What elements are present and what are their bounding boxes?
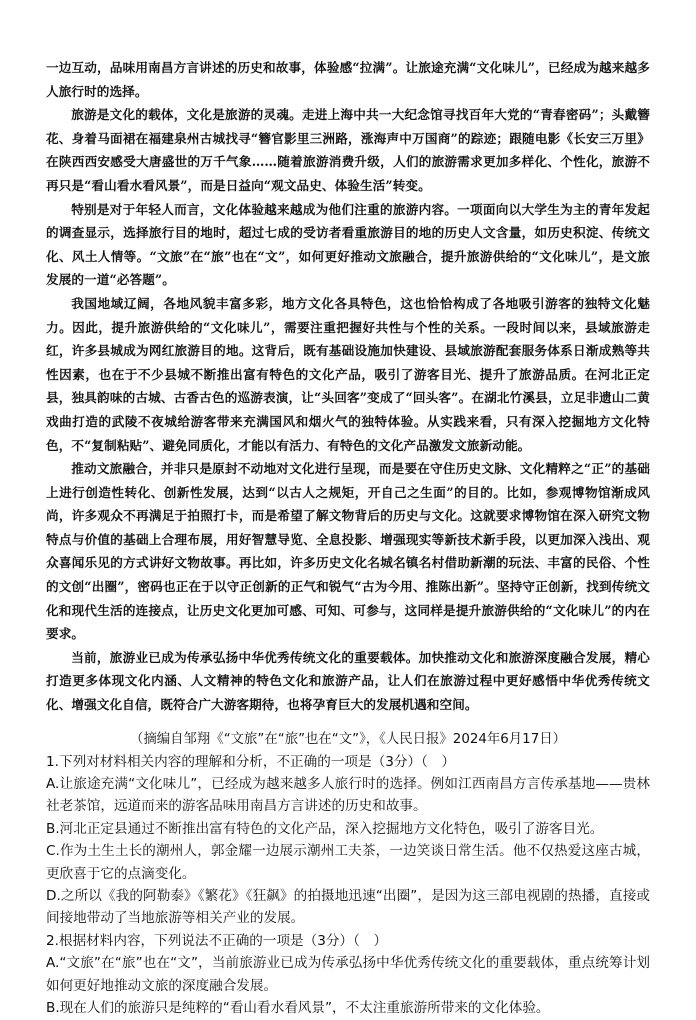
question-stem: 2.根据材料内容，下列说法不正确的一项是（3分）（ ） xyxy=(46,932,388,949)
passage-paragraph: 推动文旅融合，并非只是原封不动地对文化进行呈现，而是要在守住历史文脉、文化精粹之“正”的基础上进行创造性转化、创新性发展，达到“以古人之规矩，开自己之生面”的目的。比如，参观博物馆渐成风尚，许多观众不再满足于拍照打卡，而是希望了解文物背后的历史与文化。这就要求博物馆在深入研究文物特点与价值的基础上合理布展，用好智慧导览、全息投影、增强现实等新技术新手段，以更加深入浅出、观众喜闻乐见的方式讲好文物故事。再比如，许多历史文化名城名镇名村借助新潮的玩法、丰富的民俗、个性的文创“出圈”，密码也正在于以守正创新的正气和锐气“古为今用、推陈出新”。坚持守正创新，找到传统文化和现代生活的连接点，让历史文化更加可感、可知、可参与，这同样是提升旅游供给的“文化味儿”的内在要求。 xyxy=(46,461,651,642)
question-option: B.河北正定县通过不断推出富有特色的文化产品，深入挖掘地方文化特色，吸引了游客目光。 xyxy=(46,820,604,837)
passage-paragraph: 一边互动，品味用南昌方言讲述的历史和故事，体验感“拉满”。让旅途充满“文化味儿”，已经成为越来越多人旅行时的选择。 xyxy=(46,60,651,99)
question-stem: 1.下列对材料相关内容的理解和分析，不正确的一项是（3分）（ ） xyxy=(46,753,456,770)
source-citation: （摘编自邹翔《“文旅”在“旅”也在“文”》，《人民日报》2024年6月17日） xyxy=(129,731,566,747)
passage-paragraph: 旅游是文化的载体，文化是旅游的灵魂。走进上海中共一大纪念馆寻找百年大党的“青春密码”；头戴簪花、身着马面裙在福建泉州古城找寻“簪官影里三洲路，涨海声中万国商”的踪迹；跟随电影《长安三万里》在陕西西安感受大唐盛世的万千气象……随着旅游消费升级，人们的旅游需求更加多样化、个性化，旅游不再只是“看山看水看风景”，而是日益向“观文品史、体验生活”转变。 xyxy=(46,107,650,193)
question-option: A.让旅途充满“文化味儿”，已经成为越来越多人旅行时的选择。例如江西南昌方言传承基地——贵林社老茶馆，远道而来的游客品味用南昌方言讲述的历史和故事。 xyxy=(46,776,650,815)
passage-paragraph: 我国地域辽阔，各地风貌丰富多彩，地方文化各具特色，这也恰恰构成了各地吸引游客的独特文化魅力。因此，提升旅游供给的“文化味儿”，需要注重把握好共性与个性的关系。一段时间以来，县域旅游走红，许多县城成为网红旅游目的地。这背后，既有基础设施加快建设、县域旅游配套服务体系日渐成熟等共性因素，也在于不少县城不断推出富有特色的文化产品，吸引了游客目光、提升了旅游品质。在河北正定县，独具韵味的古城、古香古色的巡游表演，让“头回客”变成了“回头客”。在湖北竹溪县，立足非遗山二黄戏曲打造的武陵不夜城给游客带来充满国风和烟火气的独特体验。从实践来看，只有深入挖掘地方文化特色，不“复制粘贴”、避免同质化，才能以有活力、有特色的文化产品激发文旅新动能。 xyxy=(46,295,650,453)
question-option: C.作为土生土长的潮州人，郭金耀一边展示潮州工夫茶，一边笑谈日常生活。他不仅热爱这座古城，更欣喜于它的点滴变化。 xyxy=(46,843,650,882)
question-option: B.现在人们的旅游只是纯粹的“看山看水看风景”，不太注重旅游所带来的文化体验。 xyxy=(46,1000,550,1017)
question-option: D.之所以《我的阿勒泰》《繁花》《狂飙》的拍摄地迅速“出圈”，是因为这三部电视剧的热播，直接或间接地带动了当地旅游等相关产业的发展。 xyxy=(46,888,650,927)
question-section xyxy=(46,751,650,1020)
reading-passage xyxy=(46,56,650,717)
passage-paragraph: 特别是对于年轻人而言，文化体验越来越成为他们注重的旅游内容。一项面向以大学生为主的青年发起的调查显示，选择旅行目的地时，超过七成的受访者看重旅游目的地的历史人文含量，如历史积淀、传统文化、风土人情等。“文旅”在“旅”也在“文”，如何更好推动文旅融合，提升旅游供给的“文化味儿”，是文旅发展的一道“必答题”。 xyxy=(46,201,650,288)
passage-paragraph: 当前，旅游业已成为传承弘扬中华优秀传统文化的重要载体。加快推动文化和旅游深度融合发展，精心打造更多体现文化内涵、人文精神的特色文化和旅游产品，让人们在旅游过程中更好感悟中华优秀传统文化、增强文化自信，既符合广大游客期待，也将孕育巨大的发展机遇和空间。 xyxy=(46,649,650,713)
question-option: A.“文旅”在“旅”也在“文”，当前旅游业已成为传承弘扬中华优秀传统文化的重要载体，重点统筹计划如何更好地推动文旅的深度融合发展。 xyxy=(46,955,650,994)
